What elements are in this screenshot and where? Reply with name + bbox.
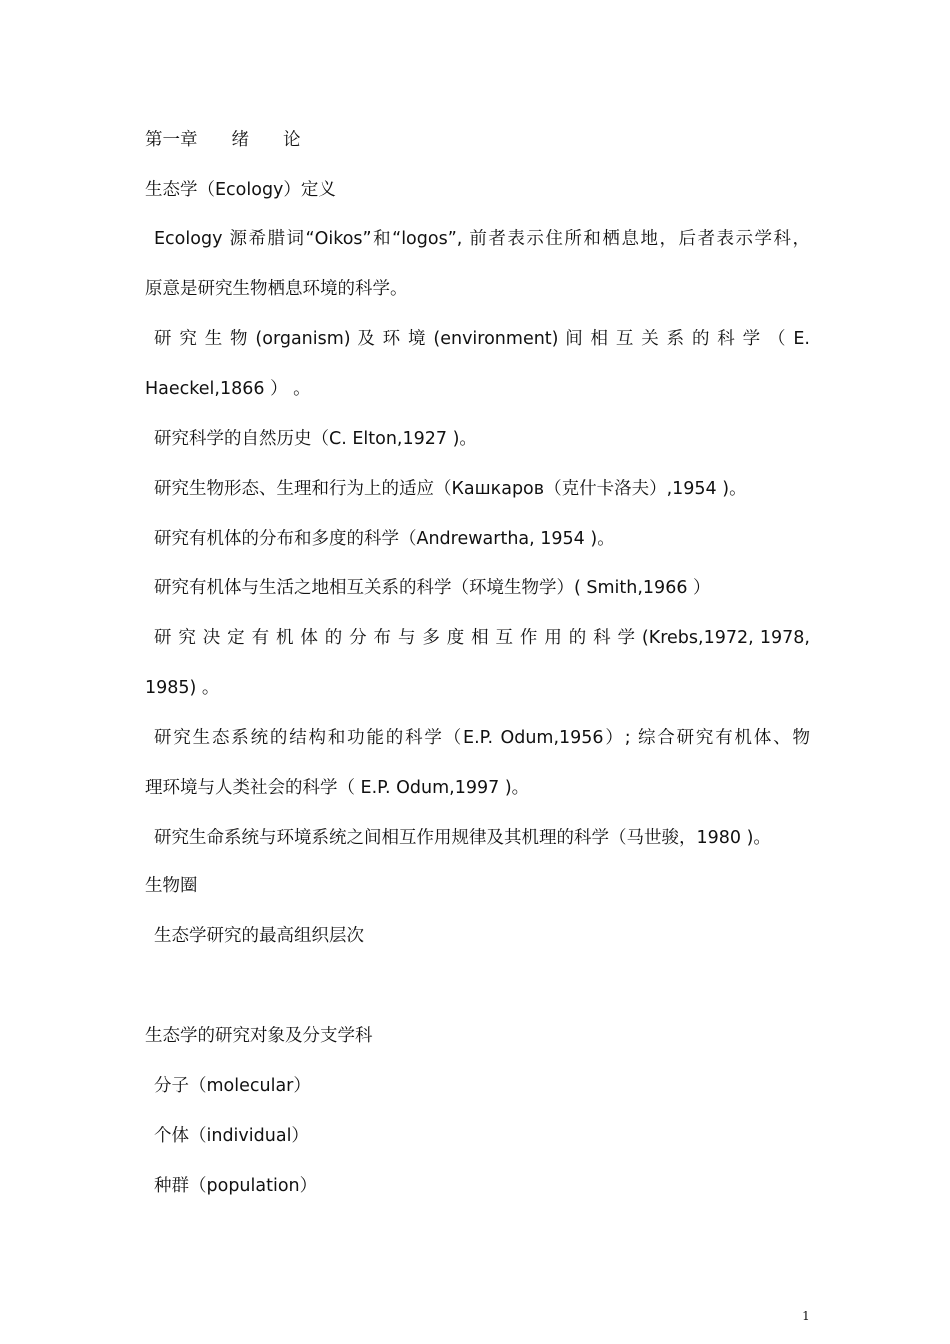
definition-heading: 生态学（Ecology）定义 <box>145 180 336 200</box>
elton-definition: 研究科学的自然历史（C. Elton,1927 )。 <box>154 429 477 449</box>
biosphere-heading: 生物圈 <box>145 876 198 896</box>
chapter-title-char-1: 绪 <box>231 130 249 150</box>
smith-definition: 研究有机体与生活之地相互关系的科学（环境生物学）( Smith,1966 ） <box>154 578 711 598</box>
biosphere-text: 生态学研究的最高组织层次 <box>154 926 364 946</box>
kashkarov-definition: 研究生物形态、生理和行为上的适应（Кашкаров（克什卡洛夫）,1954 )。 <box>154 479 747 499</box>
ma-shijun-definition: 研究生命系统与环境系统之间相互作用规律及其机理的科学（马世骏，1980 )。 <box>154 828 771 848</box>
list-item-molecular: 分子（molecular） <box>154 1076 311 1096</box>
chapter-title-char-2: 论 <box>283 130 301 150</box>
etymology-paragraph-line-2: 原意是研究生物栖息环境的科学。 <box>145 279 408 299</box>
andrewartha-definition: 研究有机体的分布和多度的科学（Andrewartha, 1954 )。 <box>154 529 615 549</box>
chapter-heading <box>145 127 810 153</box>
etymology-paragraph-line-1: Ecology 源希腊词“Oikos”和“logos”, 前者表示住所和栖息地，后者表示学科， <box>154 229 810 249</box>
odum-definition-line-2: 理环境与人类社会的科学（ E.P. Odum,1997 )。 <box>145 778 530 798</box>
haeckel-definition-line-1: 研 究 生 物 (organism) 及 环 境 (environment) 间 相 互 关 系 的 科 学 （ E. <box>154 329 810 349</box>
krebs-definition-line-2: 1985) 。 <box>145 678 220 698</box>
page-number: 1 <box>802 1309 810 1323</box>
chapter-number: 第一章 <box>145 130 198 150</box>
research-objects-heading: 生态学的研究对象及分支学科 <box>145 1026 373 1046</box>
haeckel-definition-line-2: Haeckel,1866 ） 。 <box>145 379 311 399</box>
odum-definition-line-1: 研究生态系统的结构和功能的科学（E.P. Odum,1956）; 综合研究有机体、物 <box>154 728 810 748</box>
list-item-individual: 个体（individual） <box>154 1126 309 1146</box>
list-item-population: 种群（population） <box>154 1176 318 1196</box>
krebs-definition-line-1: 研 究 决 定 有 机 体 的 分 布 与 多 度 相 互 作 用 的 科 学 (Krebs,1972, 1978, <box>154 628 810 648</box>
